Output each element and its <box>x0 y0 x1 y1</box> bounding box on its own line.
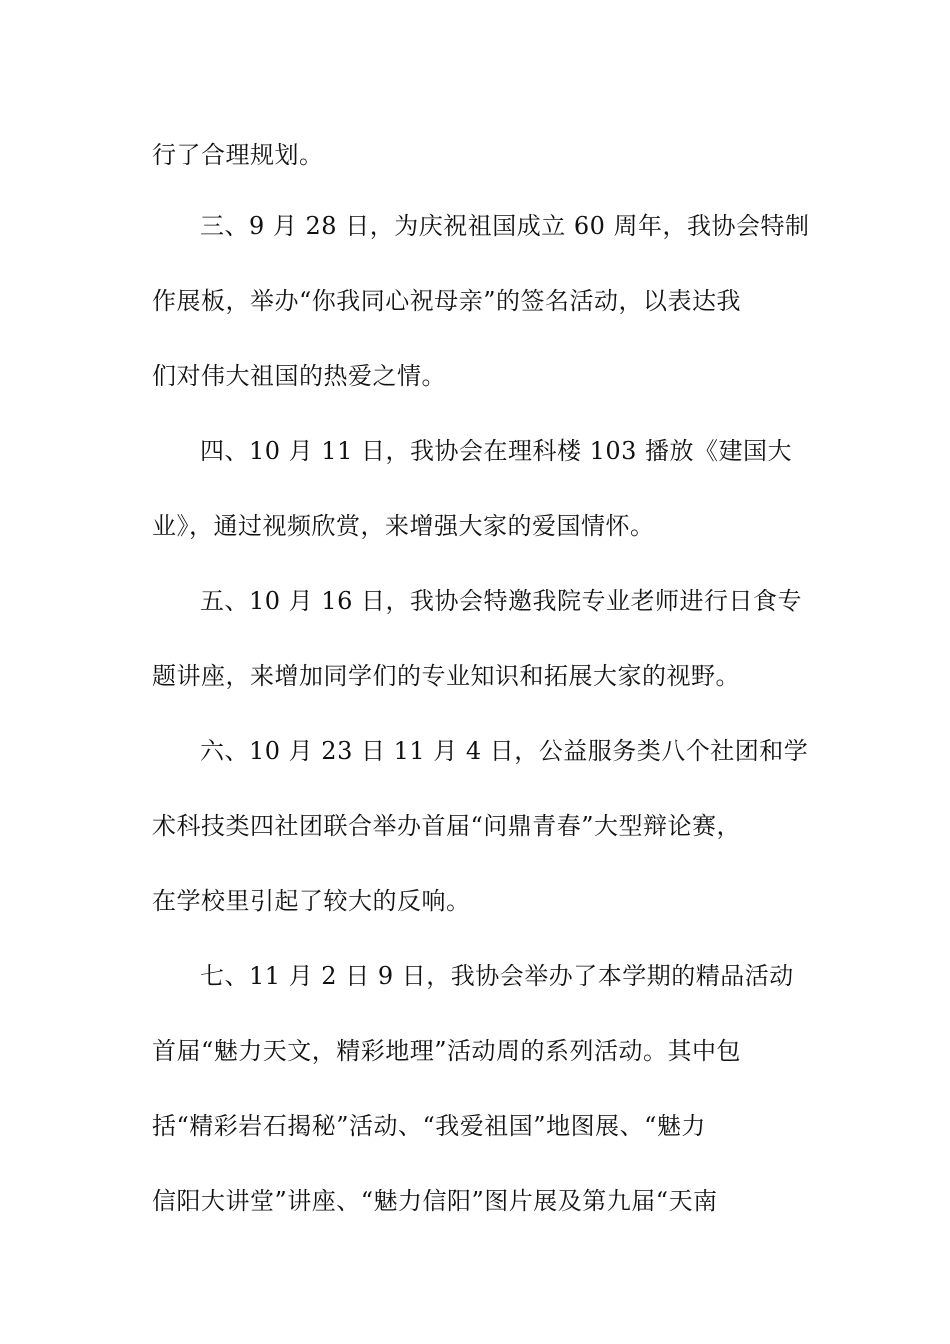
text-line-10: 术科技类四社团联合举办首届“问鼎青春”大型辩论赛， <box>152 812 742 840</box>
text-line-14: 括“精彩岩石揭秘”活动、“我爱祖国”地图展、“魅力 <box>152 1112 706 1140</box>
text-line-2: 三、9 月 28 日，为庆祝祖国成立 60 周年，我协会特制 <box>200 212 810 240</box>
text-line-12: 七、11 月 2 日 9 日，我协会举办了本学期的精品活动 <box>200 962 794 990</box>
text-line-8: 题讲座，来增加同学们的专业知识和拓展大家的视野。 <box>152 662 740 690</box>
text-line-13: 首届“魅力天文，精彩地理”活动周的系列活动。其中包 <box>152 1037 742 1065</box>
text-line-7: 五、10 月 16 日，我协会特邀我院专业老师进行日食专 <box>200 587 802 615</box>
text-line-4: 们对伟大祖国的热爱之情。 <box>152 362 446 390</box>
text-line-6: 业》，通过视频欣赏，来增强大家的爱国情怀。 <box>152 512 655 540</box>
text-line-15: 信阳大讲堂”讲座、“魅力信阳”图片展及第九届“天南 <box>152 1187 718 1215</box>
text-line-9: 六、10 月 23 日 11 月 4 日，公益服务类八个社团和学 <box>200 737 809 765</box>
text-line-1: 行了合理规划。 <box>152 141 324 169</box>
text-line-11: 在学校里引起了较大的反响。 <box>152 887 471 915</box>
text-line-5: 四、10 月 11 日，我协会在理科楼 103 播放《建国大 <box>200 437 793 465</box>
text-line-3: 作展板，举办“你我同心祝母亲”的签名活动，以表达我 <box>152 287 742 315</box>
